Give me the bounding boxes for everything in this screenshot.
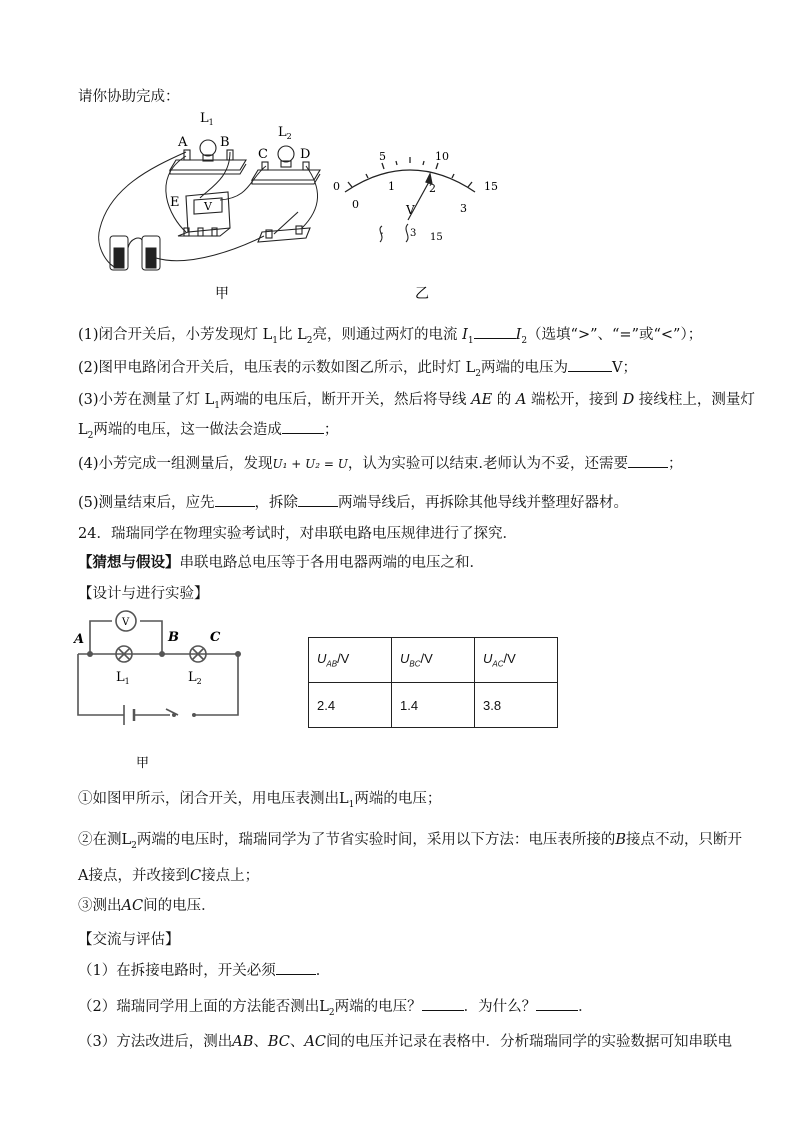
table-row	[309, 683, 558, 728]
table-cell: 1.4	[392, 683, 475, 728]
eval-1: （1）在拆接电路时，开关必须 ．	[78, 959, 330, 980]
terminal-15: 15	[430, 232, 443, 243]
step-3: ③测出AC间的电压．	[78, 898, 216, 914]
label-E: E	[170, 195, 180, 210]
voltmeter-device	[178, 192, 230, 236]
answer-blank-q4[interactable]	[628, 453, 668, 468]
label-C: C	[258, 147, 268, 162]
scale-top-0: 0	[333, 180, 340, 193]
terminal-neg: -	[380, 228, 384, 239]
label-L2: $L_2$	[278, 125, 292, 141]
step-1: ①如图甲所示，闭合开关，用电压表测出$L_1$两端的电压；	[78, 791, 442, 810]
answer-blank-q5a[interactable]	[215, 492, 255, 507]
caption-jia-top: 甲	[215, 286, 229, 302]
eval-tag: 【交流与评估】	[78, 932, 180, 948]
scale-top-5: 5	[379, 150, 386, 163]
answer-blank-e1[interactable]	[276, 960, 316, 975]
label-B: B	[220, 135, 230, 150]
scale-top-15: 15	[484, 180, 498, 193]
table-cell: 2.4	[309, 683, 392, 728]
node-B: B	[168, 630, 179, 645]
question-3-line2: $L_2$两端的电压，这一做法会造成 ；	[78, 418, 338, 441]
node-A: A	[74, 632, 85, 647]
step-2-line1: ②在测$L_2$两端的电压时，瑞瑞同学为了节省实验时间，采用以下方法：电压表所接的B接点不动，只断开	[78, 832, 743, 851]
answer-blank-q5b[interactable]	[298, 492, 338, 507]
scale-bottom-1: 1	[388, 180, 395, 193]
dial-unit: V	[406, 203, 415, 217]
lamp-L2-label: $L_2$	[188, 670, 202, 686]
figure-top	[90, 108, 520, 308]
switch-device	[258, 212, 310, 242]
question-2: (2)图甲电路闭合开关后，电压表的示数如图乙所示，此时灯 $L_2$两端的电压为 V；	[78, 356, 637, 379]
answer-blank-e2b[interactable]	[536, 996, 578, 1011]
table-header-cell: $U_{BC}/V$	[392, 638, 475, 683]
lamp-L1-label: $L_1$	[116, 670, 130, 686]
intro-text: 请你协助完成：	[78, 89, 180, 105]
voltmeter-symbol-label: V	[122, 617, 130, 628]
table-header-cell: $U_{AC}/V$	[475, 638, 558, 683]
table-header-row	[309, 638, 558, 683]
answer-blank-e2a[interactable]	[422, 996, 464, 1011]
question-3-line1: (3)小芳在测量了灯 $L_1$两端的电压后，断开开关，然后将导线 AE 的 A 端松开，接到 D 接线柱上，测量灯	[78, 392, 755, 411]
q24-hypothesis: 【猜想与假设】串联电路总电压等于各用电器两端的电压之和．	[78, 554, 484, 571]
question-4: (4)小芳完成一组测量后，发现U₁ + U₂ = U，认为实验可以结束.老师认为不妥，还需要 ；	[78, 452, 682, 473]
answer-blank-q1[interactable]	[474, 324, 516, 339]
terminal-3: 3	[410, 228, 417, 239]
label-L1: $L_1$	[200, 111, 214, 127]
step-2-line2: A接点，并改接到C接点上；	[78, 868, 260, 884]
scale-bottom-2: 2	[429, 182, 436, 195]
scale-top-10: 10	[435, 150, 449, 163]
label-V-device: V	[204, 200, 212, 213]
scale-bottom-0: 0	[352, 198, 359, 211]
label-A: A	[178, 135, 188, 150]
label-D: D	[300, 147, 311, 162]
caption-jia-bottom: 甲	[136, 756, 150, 771]
question-1: (1)闭合开关后，小芳发现灯 $L_1$比 $L_2$亮，则通过两灯的电流 $I_1$ $I_2$（选填“>”、“=”或“<”）；	[78, 323, 702, 346]
table-cell: 3.8	[475, 683, 558, 728]
answer-blank-q2[interactable]	[568, 357, 612, 372]
q24-design-tag: 【设计与进行实验】	[78, 586, 209, 602]
circuit-diagram-bottom	[70, 605, 250, 775]
node-C: C	[210, 630, 221, 645]
answer-blank-q3[interactable]	[282, 419, 324, 434]
battery-pair	[110, 236, 160, 270]
table-header-cell: $U_{AB}/V$	[309, 638, 392, 683]
q24-title: 24．瑞瑞同学在物理实验考试时，对串联电路电压规律进行了探究．	[78, 526, 517, 542]
caption-yi-top: 乙	[415, 286, 429, 302]
eval-3: （3）方法改进后，测出AB、BC、AC间的电压并记录在表格中．分析瑞瑞同学的实验数据可知串联电	[78, 1034, 732, 1050]
scale-bottom-3: 3	[460, 202, 467, 215]
question-5: (5)测量结束后，应先 ，拆除 两端导线后，再拆除其他导线并整理好器材。	[78, 491, 628, 512]
data-table	[308, 637, 558, 728]
eval-2: （2）瑞瑞同学用上面的方法能否测出$L_2$两端的电压？ ．为什么？ ．	[78, 995, 593, 1018]
